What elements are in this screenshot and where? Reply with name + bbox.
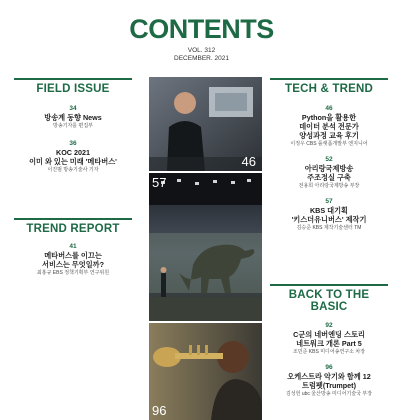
photo-trumpet-player[interactable] [149,323,262,420]
entry-headline: 방송계 동향 News [44,113,102,122]
entry-byline: 조민준 KBS 미디어송연구소 차장 [292,349,366,355]
toc-entry[interactable] [270,105,388,148]
photo-page-number: 46 [241,154,256,169]
entry-headline: 서비스는 무엇일까? [42,260,104,269]
entry-headline: 오케스트라 악기와 함께 12 [287,372,371,381]
section-title: FIELD ISSUE [36,83,110,95]
entry-headline: 트럼펫(Trumpet) [302,381,356,390]
page-number: 52 [325,156,333,163]
toc-entry[interactable] [270,322,388,356]
entry-headline: 이미 와 있는 미래 '메타버스' [29,157,117,166]
section-trend-report [14,218,132,277]
entry-byline: 이진범 방송기술사 기자 [47,167,99,173]
section-back-to-the-basic [270,284,388,398]
volume-number: VOL. 312 [187,47,216,54]
page-number: 46 [325,105,333,112]
section-title: TECH & TREND [284,83,373,95]
toc-entry[interactable] [14,140,132,174]
entry-byline: 방송기자를 편집부 [52,123,94,129]
page-number: 36 [69,140,77,147]
entry-byline: 전용희 아리랑국제방송 부장 [298,183,360,189]
entry-headline: '키스더유니버스' 제작기 [291,215,367,224]
toc-entry[interactable] [270,156,388,190]
page-number: 57 [325,198,333,205]
entry-byline: 김성헌 ubc 울산방송 미디어기술국 부장 [285,391,373,397]
photo-dinosaur-image [149,173,262,321]
entry-headline: KOC 2021 [56,148,90,157]
entry-headline: C군의 네버엔딩 스토리 [293,330,365,339]
issue-date: DECEMBER. 2021 [174,55,229,62]
photo-column [149,77,262,420]
toc-entry[interactable] [14,243,132,277]
photo-page-number: 96 [152,403,167,418]
photo-metaverse-presenter[interactable] [149,77,262,171]
page-number: 41 [69,243,77,250]
entry-headline: 네트워크 개론 Part 5 [296,339,362,348]
entry-headline: 데이터 분석 전문가 [299,122,359,131]
photo-kiss-the-universe[interactable] [149,173,262,321]
entry-headline: 양성과정 교육 후기 [299,131,359,140]
page-number: 92 [325,322,333,329]
page-number: 96 [325,364,333,371]
entry-headline: 주조정실 구축 [307,173,351,182]
section-rule [14,218,132,220]
section-field-issue [14,78,132,174]
section-title: BACK TO THE BASIC [288,289,370,313]
entry-headline: Python을 활용한 [301,113,357,122]
entry-headline: 아리랑국제방송 [304,164,354,173]
entry-byline: 이정우 CBS 플랫폼개발부 엔지니어 [290,141,368,147]
entry-headline: 메타버스를 이끄는 [44,251,102,260]
entry-byline: 최홍규 EBS 정책기획부 연구위원 [36,270,110,276]
toc-entry[interactable] [14,105,132,130]
section-rule [270,284,388,286]
toc-entry[interactable] [270,364,388,398]
entry-byline: 김승준 KBS 제작기술센터 TM [296,225,362,231]
section-rule [270,78,388,80]
section-title: TREND REPORT [26,223,120,235]
toc-entry[interactable] [270,198,388,232]
page-number: 34 [69,105,77,112]
section-rule [14,78,132,80]
page-title: CONTENTS [129,14,274,44]
entry-headline: KBS 대기획 [309,206,348,215]
photo-page-number: 57 [152,175,167,190]
section-tech-trend [270,78,388,232]
